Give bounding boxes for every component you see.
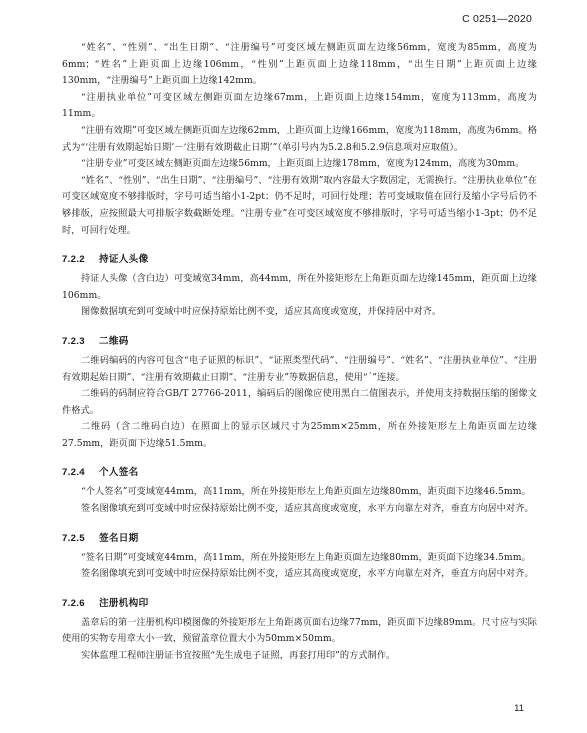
section-title: 持证人头像	[99, 254, 149, 266]
section-number: 7.2.2	[62, 254, 85, 266]
section-number: 7.2.4	[62, 467, 85, 479]
paragraph: 盖章后的第一注册机构印模图像的外接矩形左上角距离页面右边缘77mm，距页面下边缘89mm。尺寸应与实际使用的实物专用章大小一致，预留盖章位置大小为50mm×50mm。	[62, 616, 537, 645]
paragraph: “姓名”、“性别”、“出生日期”、“注册编号”可变区域左侧距页面左边缘56mm，宽度为85mm，高度为6mm；“姓名”上距页面上边缘106mm，“性别”上距页面上边缘118mm，“出生日期”上距页面上边缘130mm，“注册编号”上距页面上边缘142mm。	[62, 42, 537, 87]
section-heading	[62, 335, 537, 349]
section-title: 签名日期	[99, 532, 139, 544]
section-heading	[62, 253, 537, 267]
paragraph: 二维码（含二维码白边）在照面上的显示区域尺寸为25mm×25mm，所在外接矩形左上角距页面左边缘27.5mm，距页面下边缘51.5mm。	[62, 421, 537, 449]
section-heading	[62, 466, 537, 480]
page-number: 11	[514, 703, 524, 714]
section-title: 注册机构印	[99, 597, 149, 609]
section-title: 个人签名	[99, 467, 139, 479]
paragraph: 签名图像填充到可变域中时应保持原始比例不变，适应其高度或宽度，水平方向靠左对齐，垂直方向居中对齐。	[81, 568, 534, 580]
section-title: 二维码	[99, 335, 129, 347]
paragraph: “注册专业”可变区域左侧距页面左边缘56mm，上距页面上边缘178mm，宽度为124mm，高度为30mm。	[81, 158, 525, 170]
paragraph: “注册执业单位”可变区域左侧距页面左边缘67mm，上距页面上边缘154mm，宽度为113mm，高度为11mm。	[62, 91, 537, 120]
paragraph: “签名日期”可变域宽44mm，高11mm，所在外接矩形左上角距页面左边缘80mm，距页面下边缘34.5mm。	[81, 551, 531, 563]
section-heading	[62, 597, 537, 611]
paragraph: 实体监理工程师注册证书宜按照“先生成电子证照，再套打用印”的方式制作。	[81, 650, 396, 662]
section-number: 7.2.3	[62, 335, 85, 347]
paragraph: 二维码编码的内容可包含“电子证照的标识”、“证照类型代码”、“注册编号”、“姓名”、“注册执业单位”、“注册有效期起始日期”、“注册有效期截止日期”、“注册专业”等数据信息，使用“´”连接。	[62, 354, 537, 383]
paragraph: 持证人头像（含白边）可变域宽34mm，高44mm，所在外接矩形左上角距页面左边缘145mm，距页面上边缘106mm。	[62, 273, 537, 301]
section-number: 7.2.5	[62, 532, 85, 544]
paragraph: 签名图像填充到可变域中时应保持原始比例不变，适应其高度或宽度，水平方向靠左对齐，垂直方向居中对齐。	[81, 503, 534, 515]
document-body	[62, 40, 537, 665]
document-code: C 0251—2020	[462, 13, 532, 25]
section-heading	[62, 532, 537, 546]
paragraph: 图像数据填充到可变域中时应保持原始比例不变，适应其高度或宽度，并保持居中对齐。	[81, 306, 442, 318]
section-number: 7.2.6	[62, 597, 85, 609]
paragraph: “姓名”、“性别”、“出生日期”、“注册编号”、“注册有效期”取内容最大字数固定，无需换行。“注册执业单位”在可变区域宽度不够排版时，字号可适当缩小1-2pt；仍不足时，可回行处理；若可变域取值在回行及缩小字号后仍不够排版，应按照最大可排版字数截断处理。“注册专业”在可变区域宽度不够排版时，字号可适当缩小1-3pt；仍不足时，可回行处理。	[62, 174, 537, 236]
paragraph: “个人签名”可变域宽44mm，高11mm，所在外接矩形左上角距页面左边缘80mm，距页面下边缘46.5mm。	[81, 486, 531, 498]
paragraph: “注册有效期”可变区域左侧距页面左边缘62mm，上距页面上边缘166mm，宽度为118mm，高度为6mm。格式为“‘注册有效期起始日期’－‘注册有效期截止日期’”（单引号内为5.2.8和5.2.9信息项对应取值）。	[62, 124, 537, 153]
paragraph: 二维码的码制应符合GB/T 27766-2011，编码后的图像应使用黑白二值图表示，并使用支持数据压缩的图像文件格式。	[62, 388, 537, 416]
